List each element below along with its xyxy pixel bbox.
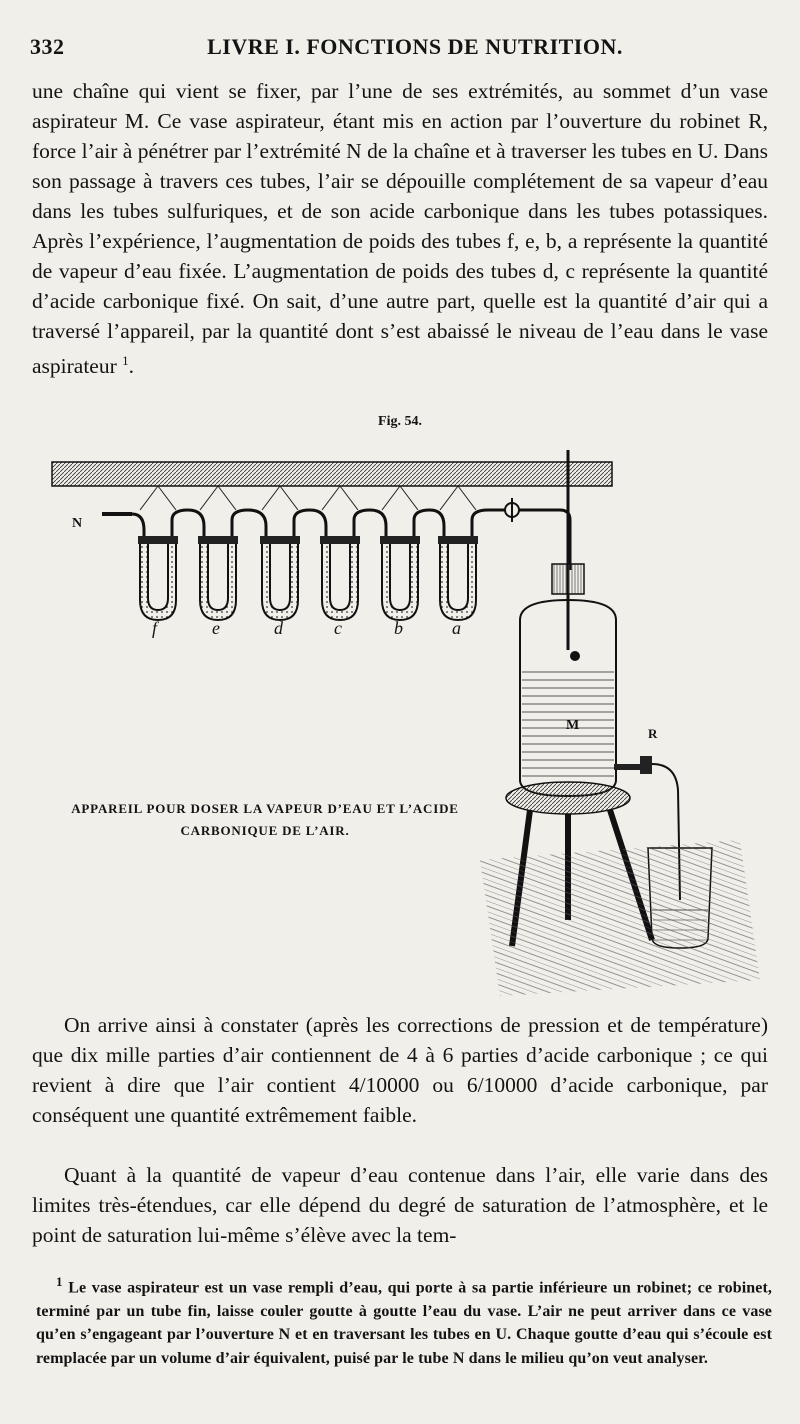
vessel-label-M: M	[566, 718, 580, 733]
tube-label-d: d	[274, 618, 283, 638]
figure-apparatus-illustration	[40, 440, 770, 1000]
figure-caption: APPAREIL POUR DOSER LA VAPEUR D’EAU ET L’ACIDE CARBONIQUE DE L’AIR.	[71, 801, 459, 838]
figure-label: Fig. 54.	[378, 414, 422, 429]
paragraph-text: une chaîne qui vient se fixer, par l’une de ses extrémités, au sommet d’un vase aspirateur M. Ce vase aspirateur, étant mis en action par l’ouverture du robinet R, force l’air à pénétrer par l’extrémité N de la chaîne et à traverser les tubes en U. Dans son passage à travers ces tubes, l’air se dépouille complétement de sa vapeur d’eau dans les tubes sulfuriques, et de son acide carbonique dans les tubes potassiques. Après l’expérience, l’augmentation de poids des tubes f, e, b, a représente la quantité de vapeur d’eau fixée. L’augmentation de poids des tubes d, c représente la quantité d’acide carbonique fixé. On sait, d’une autre part, quelle est la quantité d’air qui a traversé l’appareil, par la quantité dont s’est abaissé le niveau de l’eau dans le vase aspirateur	[32, 79, 768, 379]
tube-label-f: f	[152, 618, 158, 638]
page-number: 332	[30, 34, 65, 59]
running-title: LIVRE I. FONCTIONS DE NUTRITION.	[207, 34, 623, 59]
tap-label-R: R	[648, 726, 658, 741]
page-header	[30, 28, 770, 68]
paragraph-apparatus-description	[32, 76, 768, 381]
u-tubes	[140, 540, 476, 620]
floor	[480, 840, 760, 996]
paragraph-water-vapour: Quant à la quantité de vapeur d’eau contenue dans l’air, elle varie dans des limites très-étendues, car elle dépend du degré de saturation de l’atmosphère, et le point de saturation lui-même s’élève avec la tem-	[32, 1163, 768, 1247]
tube-stoppers	[138, 536, 478, 544]
support-bar	[52, 462, 612, 486]
footnote-text: Le vase aspirateur est un vase rempli d’eau, qui porte à sa partie inférieure un robinet; ce robinet, terminé par un tube fin, laisse couler goutte à goutte l’eau du vase. L’air ne peut arriver dans ce vase qu’en s’engageant par l’ouverture N et en traversant les tubes en U. Chaque goutte d’eau qui s’écoule est remplacée par un volume d’air équivalent, puisé par le tube N dans le milieu qu’on veut analyser.	[36, 1279, 773, 1367]
tube-label-c: c	[334, 618, 342, 638]
footnote-marker: 1	[56, 1274, 63, 1289]
tube-label-N: N	[72, 516, 83, 531]
stool-top	[506, 782, 630, 814]
tube-label-a: a	[452, 618, 461, 638]
paragraph-carbonic-acid: On arrive ainsi à constater (après les corrections de pression et de température) que dix mille parties d’air contiennent de 4 à 6 parties d’acide carbonique ; ce qui revient à dire que l’air contient 4/10000 ou 6/10000 d’acide carbonique, par conséquent une quantité extrêmement faible.	[32, 1013, 768, 1127]
vessel-stopper	[552, 564, 584, 594]
hanging-strings	[140, 486, 476, 510]
tube-label-b: b	[394, 618, 403, 638]
footnote-reference: 1	[122, 353, 129, 368]
apparatus-engraving	[40, 440, 770, 1000]
tube-label-e: e	[212, 618, 220, 638]
footnote	[36, 1270, 772, 1370]
paragraph-end-punct: .	[128, 354, 135, 379]
tap-R	[614, 756, 652, 774]
footnote-body	[36, 1270, 772, 1370]
